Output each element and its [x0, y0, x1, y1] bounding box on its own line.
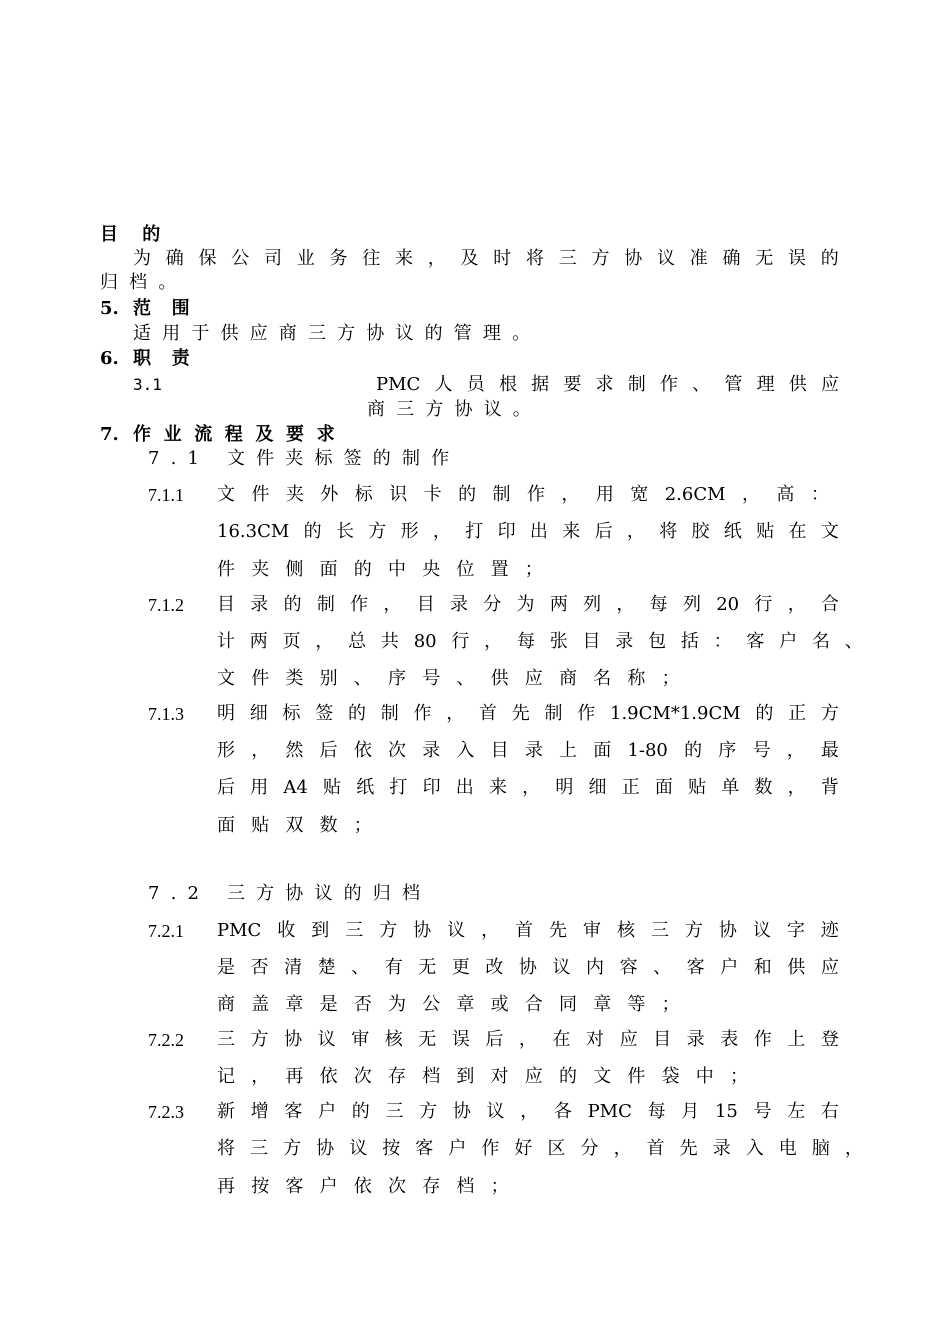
- item-7-2-1-number: 7.2.1: [148, 921, 184, 941]
- item-7-1-3-line-2: 形 ， 然 后 依 次 录 入 目 录 上 面 1-80 的 序 号 ， 最: [217, 740, 839, 761]
- process-heading: 作业流程及要求: [133, 424, 348, 445]
- process-number: 7.: [100, 424, 119, 445]
- purpose-line-1: 为 确 保 公 司 业 务 往 来 ， 及 时 将 三 方 协 议 准 确 无 误 的: [133, 248, 839, 269]
- item-7-2-1-line-2: 是 否 清 楚 、 有 无 更 改 协 议 内 容 、 客 户 和 供 应: [217, 957, 839, 978]
- item-7-1-3-line-4: 面贴双数；: [217, 815, 388, 836]
- item-7-1-3-line-1: 明 细 标 签 的 制 作 ， 首 先 制 作 1.9CM*1.9CM 的 正 方: [217, 703, 839, 724]
- item-7-2-1-line-3: 商盖章是否为公章或合同章等；: [217, 994, 696, 1015]
- item-7-2-1-line-1: PMC 收 到 三 方 协 议 ， 首 先 审 核 三 方 协 议 字 迹: [217, 920, 839, 941]
- duty-heading: 职 责: [133, 348, 197, 369]
- item-7-1-2-line-3: 文件类别、序号、供应商名称；: [217, 668, 696, 689]
- item-7-1-1-line-2: 16.3CM 的 长 方 形 ， 打 印 出 来 后 ， 将 胶 纸 贴 在 文: [217, 521, 839, 542]
- duty-number: 6.: [100, 348, 119, 369]
- scope-heading: 范 围: [133, 298, 197, 319]
- duty-line-1: PMC 人 员 根 据 要 求 制 作 、 管 理 供 应: [376, 374, 839, 395]
- item-7-1-2-number: 7.1.2: [148, 595, 184, 615]
- duty-line-2: 商三方协议。: [367, 399, 542, 420]
- item-7-2-2-number: 7.2.2: [148, 1030, 184, 1050]
- item-7-2-2-line-1: 三 方 协 议 审 核 无 误 后 ， 在 对 应 目 录 表 作 上 登: [217, 1029, 839, 1050]
- purpose-heading: 目 的: [100, 224, 170, 245]
- item-7-2-3-line-2: 将 三 方 协 议 按 客 户 作 好 区 分 ， 首 先 录 入 电 脑 ，: [217, 1138, 863, 1159]
- item-7-1-3-number: 7.1.3: [148, 704, 184, 724]
- item-7-1-2-line-1: 目 录 的 制 作 ， 目 录 分 为 两 列 ， 每 列 20 行 ， 合: [217, 594, 839, 615]
- item-7-1-1-number: 7.1.1: [148, 485, 184, 505]
- item-7-2-3-line-3: 再按客户依次存档；: [217, 1176, 525, 1197]
- item-7-1-1-line-1: 文 件 夹 外 标 识 卡 的 制 作 ， 用 宽 2.6CM ， 高 ：: [217, 484, 829, 505]
- section-7-2-title: 7.2 三方协议的归档: [148, 883, 432, 904]
- item-7-2-3-number: 7.2.3: [148, 1102, 184, 1122]
- item-7-1-2-line-2: 计 两 页 ， 总 共 80 行 ， 每 张 目 录 包 括 ： 客 户 名 、: [217, 631, 863, 652]
- purpose-line-2: 归档。: [100, 272, 188, 293]
- item-7-1-3-line-3: 后 用 A4 贴 纸 打 印 出 来 ， 明 细 正 面 贴 单 数 ， 背: [217, 777, 839, 798]
- scope-text: 适用于供应商三方协议的管理。: [133, 323, 542, 344]
- item-7-2-3-line-1: 新 增 客 户 的 三 方 协 议 ， 各 PMC 每 月 15 号 左 右: [217, 1101, 839, 1122]
- item-7-2-2-line-2: 记，再依次存档到对应的文件袋中；: [217, 1066, 765, 1087]
- item-7-1-1-line-3: 件夹侧面的中央位置；: [217, 559, 559, 580]
- section-7-1-title: 7.1 文件夹标签的制作: [148, 448, 461, 469]
- scope-number: 5.: [100, 298, 119, 319]
- duty-sub-number: 3.1: [133, 375, 162, 394]
